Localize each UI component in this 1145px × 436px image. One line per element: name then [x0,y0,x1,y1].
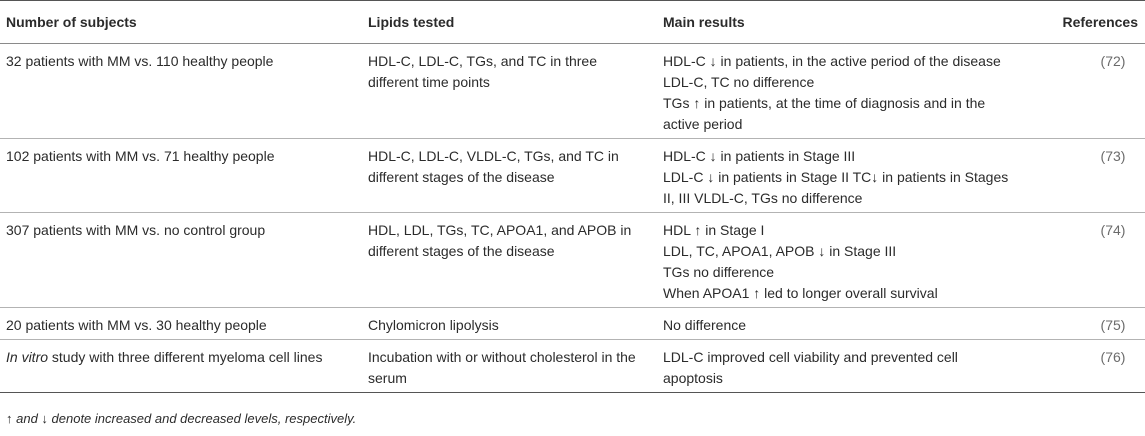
table-body [0,44,1145,393]
result-line: No difference [663,317,747,333]
header-subjects: Number of subjects [6,14,137,30]
cell-lipids: HDL-C, LDL-C, VLDL-C, TGs, and TC in different stages of the disease [368,148,619,185]
cell-results [657,139,1022,213]
cell-reference [1022,308,1145,340]
table-row [0,308,1145,340]
in-vitro-italic: In vitro [6,349,49,365]
cell-lipids: HDL, LDL, TGs, TC, APOA1, and APOB in different stages of the disease [368,222,632,259]
cell-subjects: 32 patients with MM vs. 110 healthy people [6,53,274,69]
cell-subjects: 20 patients with MM vs. 30 healthy people [6,317,267,333]
result-line: HDL-C ↓ in patients in Stage III [663,148,856,164]
header-lipids: Lipids tested [368,14,455,30]
result-line: TGs no difference [663,264,775,280]
cell-results [657,44,1022,139]
table-row [0,44,1145,139]
subjects-text: study with three different myeloma cell lines [48,349,323,365]
reference-link[interactable]: (75) [1100,317,1126,333]
cell-reference [1022,340,1145,393]
table-row [0,139,1145,213]
table-row [0,340,1145,393]
cell-results [657,213,1022,308]
cell-reference [1022,213,1145,308]
reference-link[interactable]: (76) [1100,349,1126,365]
cell-subjects [0,340,362,393]
cell-subjects: 102 patients with MM vs. 71 healthy people [6,148,275,164]
table-row [0,213,1145,308]
result-line: HDL-C ↓ in patients, in the active period of the disease [663,53,1001,69]
cell-subjects: 307 patients with MM vs. no control group [6,222,266,238]
result-line: TGs ↑ in patients, at the time of diagnosis and in the active period [663,95,986,132]
cell-reference [1022,44,1145,139]
cell-lipids: Chylomicron lipolysis [368,317,499,333]
reference-link[interactable]: (72) [1100,53,1126,69]
cell-reference [1022,139,1145,213]
cell-results [657,340,1022,393]
result-line: LDL, TC, APOA1, APOB ↓ in Stage III [663,243,897,259]
result-line: LDL-C improved cell viability and prevented cell apoptosis [663,349,958,386]
cell-results [657,308,1022,340]
cell-lipids: Incubation with or without cholesterol in the serum [368,349,636,386]
result-line: When APOA1 ↑ led to longer overall survival [663,285,938,301]
result-line: LDL-C ↓ in patients in Stage II TC↓ in patients in Stages II, III VLDL-C, TGs no difference [663,169,1009,206]
table-header [0,1,1145,44]
cell-lipids: HDL-C, LDL-C, TGs, and TC in three different time points [368,53,598,90]
table-footnote: ↑ and ↓ denote increased and decreased levels, respectively. [6,411,357,426]
reference-link[interactable]: (73) [1100,148,1126,164]
result-line: HDL ↑ in Stage I [663,222,765,238]
header-references: References [1062,14,1138,30]
header-row [0,1,1145,44]
reference-link[interactable]: (74) [1100,222,1126,238]
result-line: LDL-C, TC no difference [663,74,815,90]
header-results: Main results [663,14,745,30]
